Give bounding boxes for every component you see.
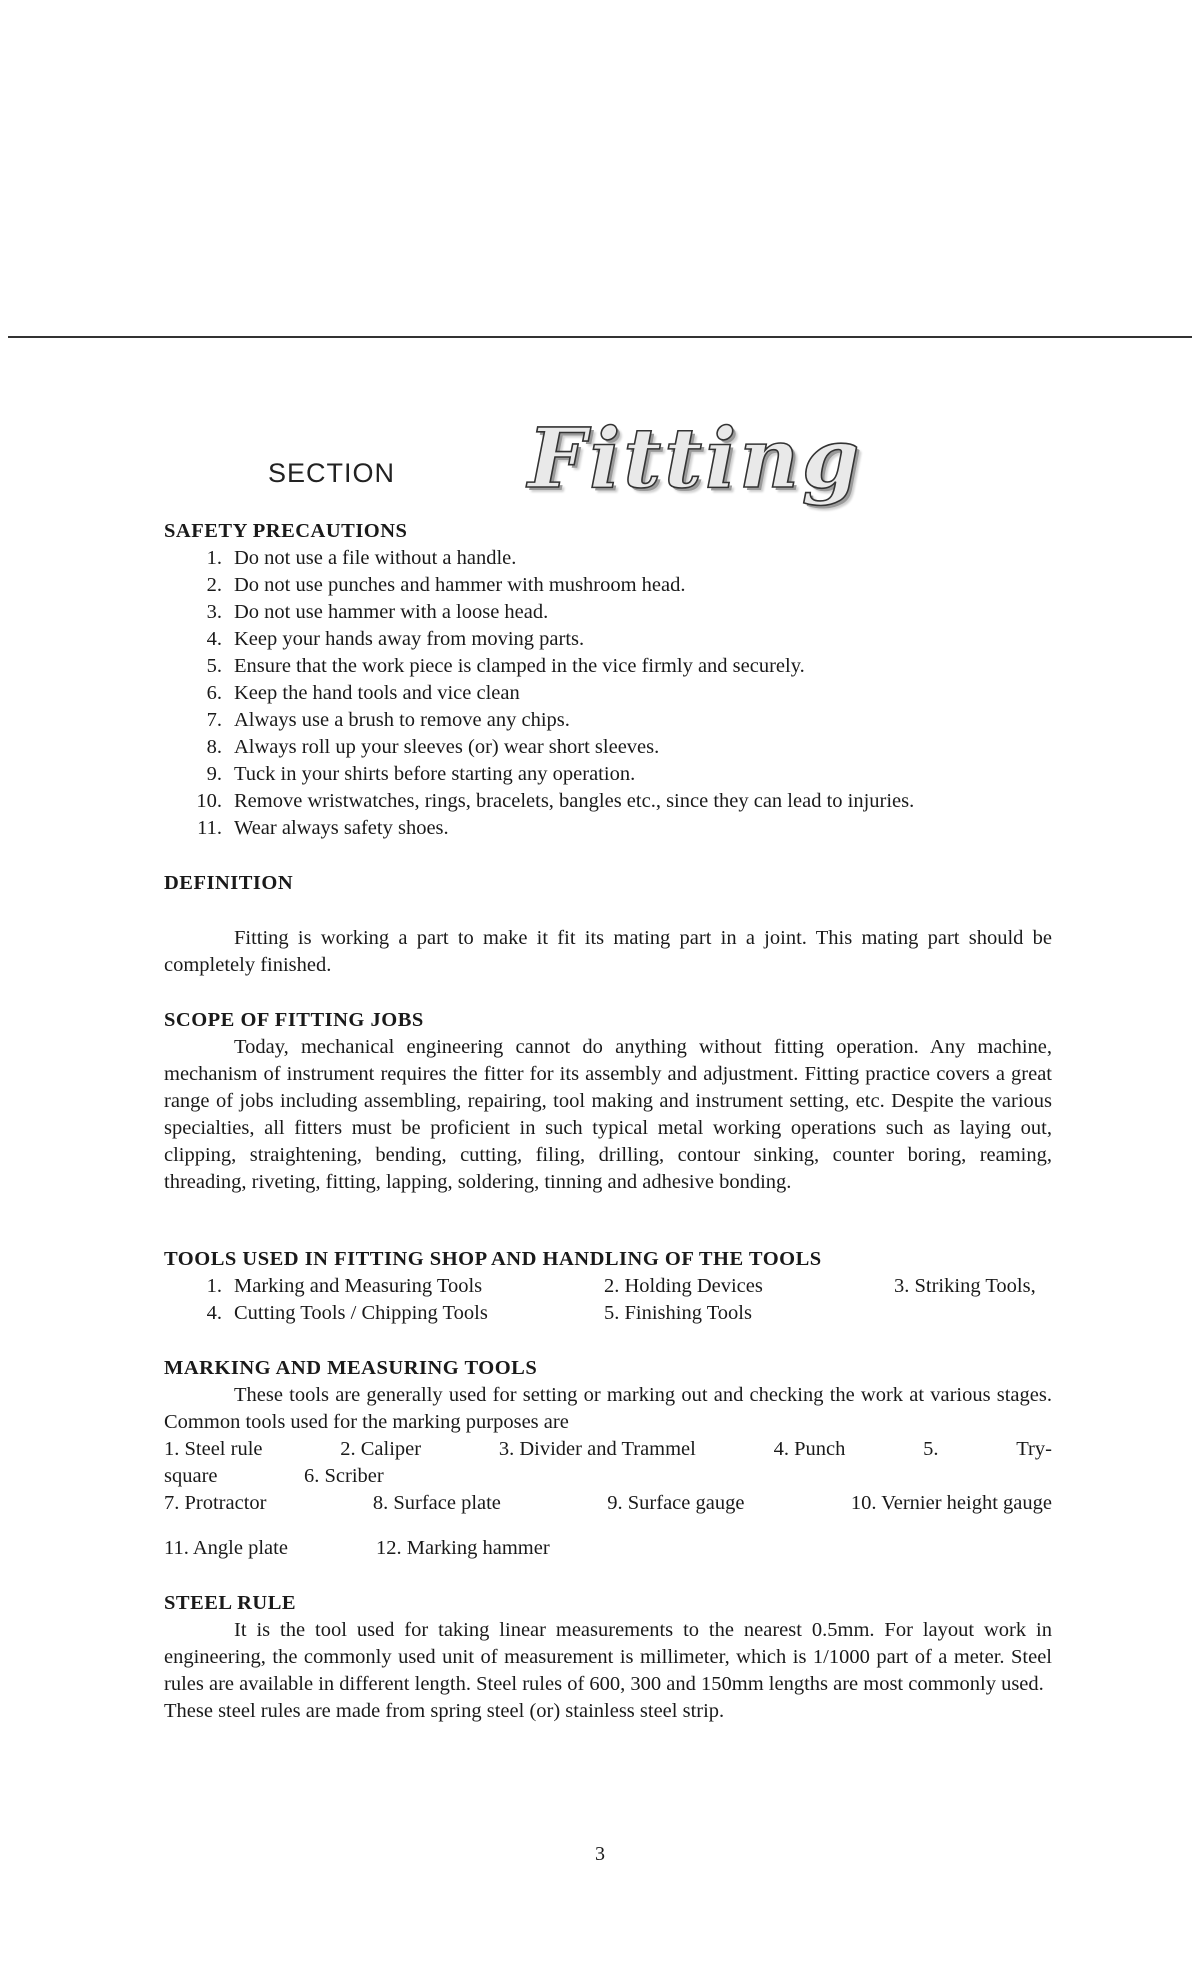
safety-list bbox=[164, 545, 1052, 842]
marking-tools-row bbox=[164, 1436, 1052, 1463]
list-item: 10. Vernier height gauge bbox=[850, 1492, 1052, 1514]
item-text: Always roll up your sleeves (or) wear short sleeves. bbox=[234, 736, 660, 758]
item-text: Ensure that the work piece is clamped in the vice firmly and securely. bbox=[234, 655, 805, 677]
list-item: 11. Angle plate bbox=[164, 1537, 288, 1559]
page-content bbox=[164, 518, 1052, 1725]
list-item bbox=[164, 788, 1052, 815]
header-rule bbox=[8, 336, 1192, 338]
list-item bbox=[164, 761, 1052, 788]
marking-tools-row bbox=[164, 1490, 1052, 1517]
item-number: 1. bbox=[206, 547, 222, 569]
item-number: 4. bbox=[206, 1302, 222, 1324]
marking-intro: These tools are generally used for setting or marking out and checking the work at various stages. Common tools used for the marking purposes are bbox=[164, 1384, 1052, 1433]
list-item: 4. Punch bbox=[773, 1438, 846, 1460]
list-item: 3. Striking Tools, bbox=[894, 1275, 1036, 1297]
safety-heading: SAFETY PRECAUTIONS bbox=[164, 520, 408, 542]
list-item bbox=[164, 815, 1052, 842]
item-text: Keep the hand tools and vice clean bbox=[234, 682, 520, 704]
list-item bbox=[164, 680, 1052, 707]
list-item bbox=[164, 734, 1052, 761]
item-number: 9. bbox=[206, 763, 222, 785]
list-item: Cutting Tools / Chipping Tools bbox=[234, 1302, 488, 1324]
list-item: Try- bbox=[1016, 1438, 1052, 1460]
item-number: 2. bbox=[206, 574, 222, 596]
item-text: Remove wristwatches, rings, bracelets, bangles etc., since they can lead to injuries. bbox=[234, 790, 915, 812]
item-number: 1. bbox=[206, 1275, 222, 1297]
tools-list bbox=[164, 1273, 1052, 1327]
steel-rule-text: It is the tool used for taking linear measurements to the nearest 0.5mm. For layout work in engineering, the commonly used unit of measurement is millimeter, which is 1/1000 part of a meter. Steel rules are available in different length. Steel rules of 600, 300 and 150mm lengths are most commonly used. bbox=[164, 1619, 1052, 1695]
tools-heading: TOOLS USED IN FITTING SHOP AND HANDLING OF THE TOOLS bbox=[164, 1248, 822, 1270]
marking-tools-row bbox=[164, 1463, 1052, 1490]
steel-rule-text-2: These steel rules are made from spring steel (or) stainless steel strip. bbox=[164, 1700, 725, 1722]
list-item: 2. Holding Devices bbox=[604, 1275, 763, 1297]
list-item: square bbox=[164, 1465, 218, 1487]
definition-text: Fitting is working a part to make it fit its mating part in a joint. This mating part should be completely finished. bbox=[164, 927, 1052, 976]
item-text: Do not use a file without a handle. bbox=[234, 547, 517, 569]
steel-rule-heading: STEEL RULE bbox=[164, 1592, 297, 1614]
list-item: 8. Surface plate bbox=[372, 1492, 501, 1514]
item-number: 3. bbox=[206, 601, 222, 623]
item-number: 5. bbox=[206, 655, 222, 677]
list-item: 5. bbox=[923, 1438, 939, 1460]
item-number: 10. bbox=[196, 790, 222, 812]
list-item: Marking and Measuring Tools bbox=[234, 1275, 483, 1297]
section-label: SECTION bbox=[268, 458, 396, 488]
list-item: 2. Caliper bbox=[340, 1438, 422, 1460]
list-item bbox=[164, 599, 1052, 626]
list-item: 3. Divider and Trammel bbox=[498, 1438, 696, 1460]
list-item: 12. Marking hammer bbox=[376, 1537, 550, 1559]
scope-heading: SCOPE OF FITTING JOBS bbox=[164, 1009, 424, 1031]
list-item bbox=[164, 707, 1052, 734]
item-number: 6. bbox=[206, 682, 222, 704]
item-number: 4. bbox=[206, 628, 222, 650]
list-item bbox=[164, 626, 1052, 653]
list-item: 7. Protractor bbox=[164, 1492, 267, 1514]
definition-heading: DEFINITION bbox=[164, 872, 294, 894]
item-number: 7. bbox=[206, 709, 222, 731]
marking-tools-row bbox=[164, 1535, 1052, 1562]
item-text: Keep your hands away from moving parts. bbox=[234, 628, 585, 650]
chapter-title: Fitting bbox=[528, 411, 863, 507]
list-item: 1. Steel rule bbox=[164, 1438, 263, 1460]
item-number: 11. bbox=[197, 817, 222, 839]
scope-text: Today, mechanical engineering cannot do anything without fitting operation. Any machine, mechanism of instrument requires the fitter for its assembly and adjustment. Fitting practice covers a great range of jobs including assembling, repairing, tool making and instrument setting, etc. Despite the various specialties, all fitters must be proficient in such typical metal working operations such as laying out, clipping, straightening, bending, cutting, filing, drilling, contour sinking, counter boring, reaming, threading, riveting, fitting, lapping, soldering, tinning and adhesive bonding. bbox=[164, 1036, 1052, 1193]
item-text: Always use a brush to remove any chips. bbox=[234, 709, 570, 731]
item-text: Wear always safety shoes. bbox=[234, 817, 449, 839]
list-item bbox=[164, 572, 1052, 599]
list-item bbox=[164, 653, 1052, 680]
item-text: Do not use hammer with a loose head. bbox=[234, 601, 549, 623]
list-item bbox=[164, 545, 1052, 572]
page-number: 3 bbox=[595, 1843, 605, 1865]
item-number: 8. bbox=[206, 736, 222, 758]
item-text: Tuck in your shirts before starting any operation. bbox=[234, 763, 636, 785]
list-item: 9. Surface gauge bbox=[607, 1492, 745, 1514]
item-text: Do not use punches and hammer with mushroom head. bbox=[234, 574, 686, 596]
list-item: 6. Scriber bbox=[304, 1465, 384, 1487]
list-item: 5. Finishing Tools bbox=[604, 1302, 752, 1324]
marking-heading: MARKING AND MEASURING TOOLS bbox=[164, 1357, 538, 1379]
